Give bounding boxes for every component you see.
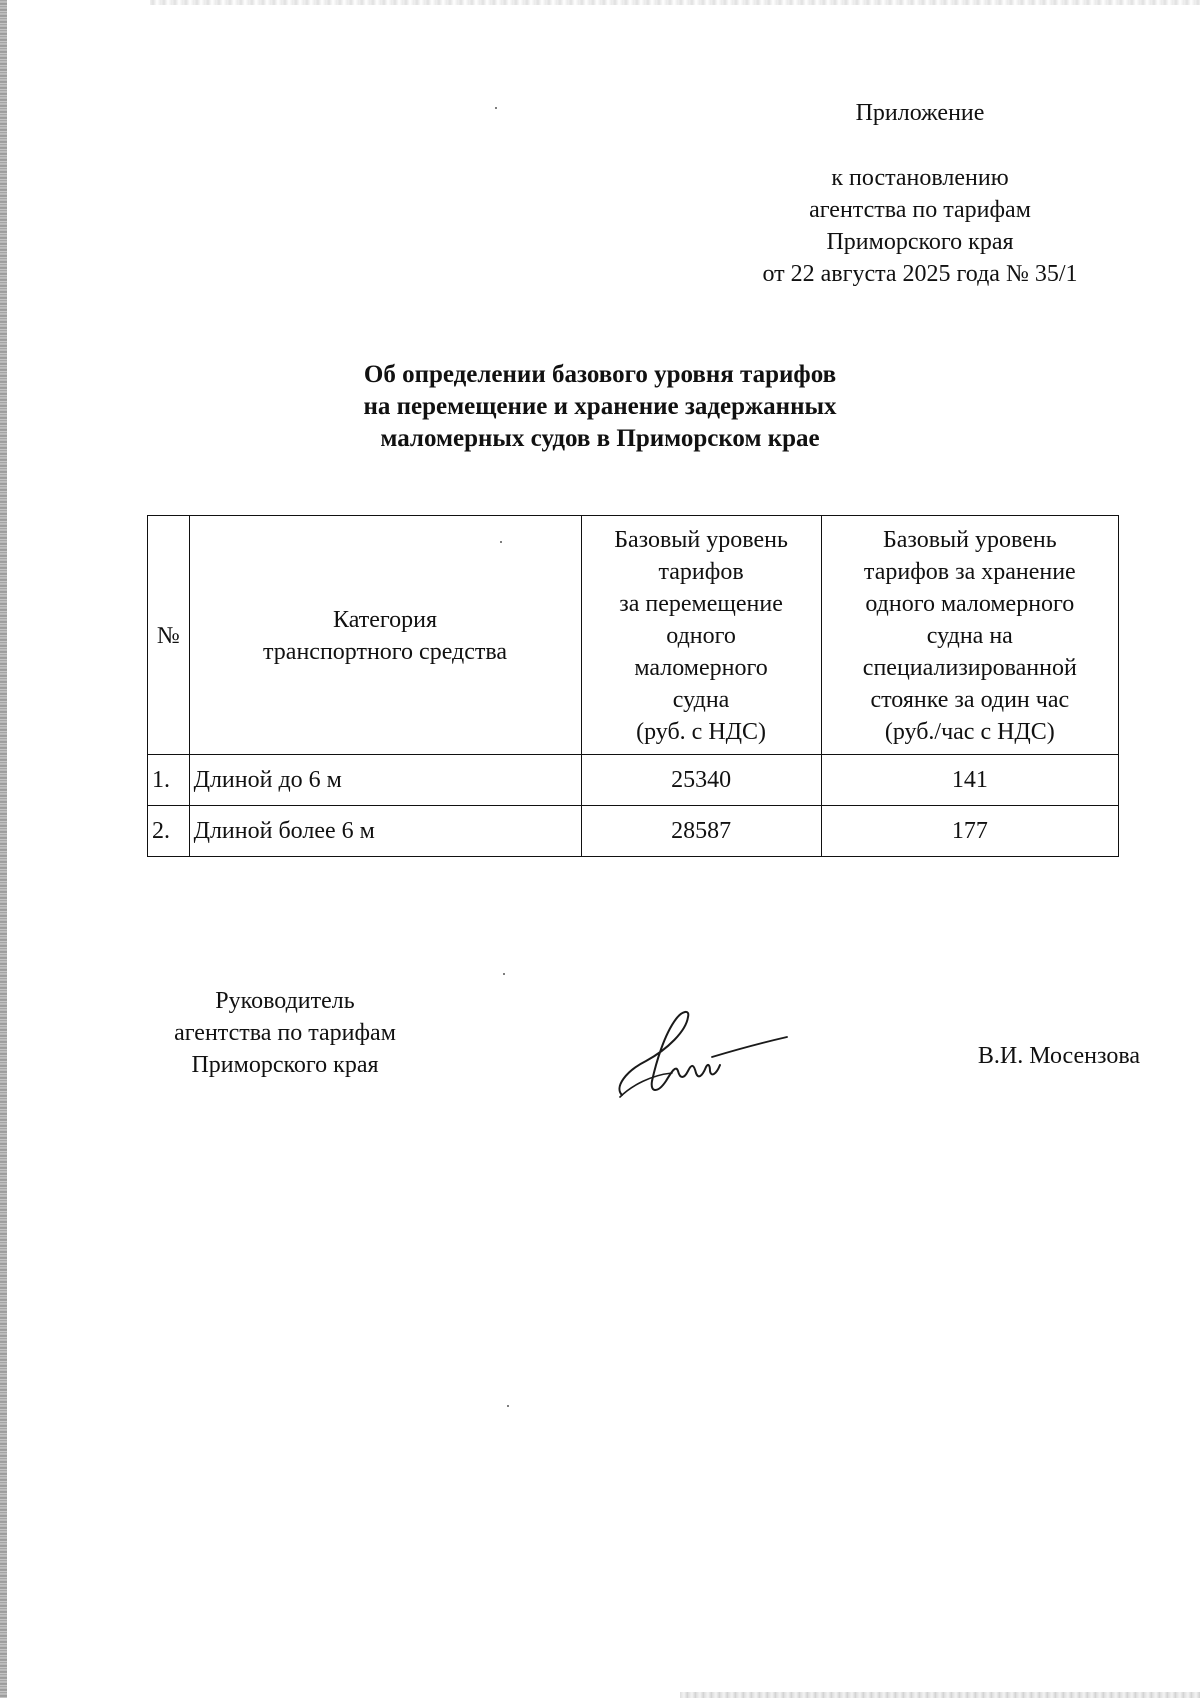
row-number: 1.	[148, 755, 190, 806]
signer-position	[145, 985, 425, 1081]
document-title-line: Об определении базового уровня тарифов	[363, 361, 837, 388]
document-title-line: на перемещение и хранение задержанных	[363, 393, 837, 420]
signer-position-line: Руководитель	[215, 988, 355, 1014]
scan-edge-top	[150, 0, 1200, 5]
header-category-line: Категория	[333, 607, 438, 633]
signer-position-line: Приморского края	[191, 1052, 379, 1078]
header-storage-line: тарифов за хранение	[863, 559, 1076, 585]
header-move-line: маломерного	[634, 655, 768, 681]
scan-edge-left	[0, 0, 7, 1698]
row-number: 2.	[148, 806, 190, 857]
table-header-row	[148, 516, 1119, 755]
header-move-line: одного	[666, 623, 736, 649]
table-row	[148, 806, 1119, 857]
header-storage-line: (руб./час с НДС)	[884, 719, 1055, 745]
header-category-line: транспортного средства	[263, 639, 508, 665]
header-move-tariff	[581, 516, 821, 755]
header-storage-line: Базовый уровень	[882, 527, 1057, 553]
scan-speck	[507, 1405, 509, 1407]
header-category	[189, 516, 581, 755]
row-storage-tariff: 141	[821, 755, 1118, 806]
scan-speck	[503, 973, 505, 975]
header-storage-line: стоянке за один час	[870, 687, 1070, 713]
header-storage-line: судна на	[926, 623, 1013, 649]
scan-edge-bottom	[680, 1692, 1200, 1698]
appendix-title: Приложение	[855, 100, 985, 126]
row-move-tariff: 25340	[581, 755, 821, 806]
header-move-line: тарифов	[658, 559, 744, 585]
header-storage-line: одного маломерного	[865, 591, 1075, 617]
header-move-line: (руб. с НДС)	[636, 719, 767, 745]
header-storage-tariff	[821, 516, 1118, 755]
header-move-line: за перемещение	[619, 591, 783, 617]
appendix-ref-line: агентства по тарифам	[809, 197, 1031, 223]
signer-name: В.И. Мосензова	[977, 1043, 1140, 1069]
appendix-ref-line: к постановлению	[831, 165, 1009, 191]
header-storage-line: специализированной	[862, 655, 1077, 681]
appendix-ref-date: от 22 августа 2025 года № 35/1	[762, 261, 1078, 287]
scan-speck	[495, 107, 497, 109]
row-storage-tariff: 177	[821, 806, 1118, 857]
tariff-table	[147, 515, 1119, 857]
header-move-line: судна	[672, 687, 730, 713]
appendix-ref-line: Приморского края	[826, 229, 1014, 255]
signer-position-line: агентства по тарифам	[174, 1020, 396, 1046]
row-move-tariff: 28587	[581, 806, 821, 857]
header-num: №	[148, 516, 190, 755]
header-move-line: Базовый уровень	[614, 527, 788, 553]
appendix-reference	[720, 162, 1120, 290]
row-category: Длиной до 6 м	[189, 755, 581, 806]
row-category: Длиной более 6 м	[189, 806, 581, 857]
table-row	[148, 755, 1119, 806]
handwritten-signature	[612, 1005, 792, 1105]
document-title-line: маломерных судов в Приморском крае	[380, 425, 820, 452]
document-title	[300, 359, 900, 455]
